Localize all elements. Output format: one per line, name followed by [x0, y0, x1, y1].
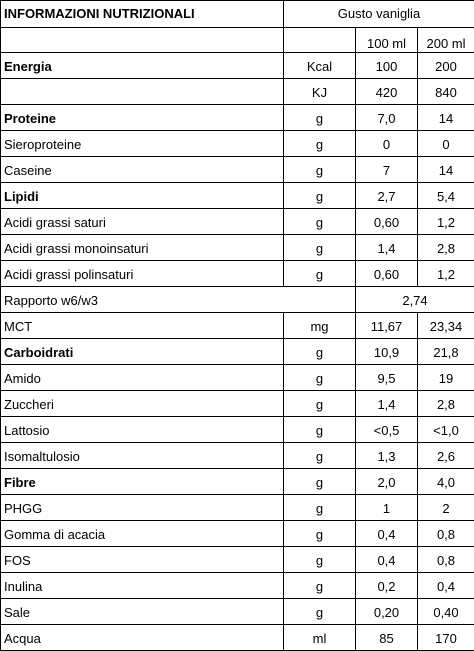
table-row	[1, 209, 474, 235]
nutrient-name: Acidi grassi polinsaturi	[1, 261, 284, 287]
subheader-unit-cell	[284, 28, 356, 53]
value-200ml: 23,34	[418, 313, 474, 339]
value-100ml: 0,4	[356, 521, 418, 547]
table-row	[1, 339, 474, 365]
nutrient-unit: g	[284, 469, 356, 495]
table-row	[1, 313, 474, 339]
col-100ml-header: 100 ml	[356, 28, 418, 53]
nutrient-name: Acqua	[1, 625, 284, 651]
nutrient-name: Lipidi	[1, 183, 284, 209]
value-200ml: 14	[418, 105, 474, 131]
table-row	[1, 391, 474, 417]
value-100ml: 0,60	[356, 209, 418, 235]
nutrient-name: Inulina	[1, 573, 284, 599]
nutrient-unit: g	[284, 131, 356, 157]
table-row	[1, 79, 474, 105]
value-100ml: 9,5	[356, 365, 418, 391]
nutrient-name	[1, 79, 284, 105]
nutrient-unit: g	[284, 391, 356, 417]
nutrient-unit: g	[284, 443, 356, 469]
value-200ml: 2,8	[418, 391, 474, 417]
ratio-value: 2,74	[356, 287, 474, 313]
nutrient-name: Sieroproteine	[1, 131, 284, 157]
table-row	[1, 235, 474, 261]
nutrient-name: Fibre	[1, 469, 284, 495]
nutrient-unit: g	[284, 417, 356, 443]
value-100ml: 0,20	[356, 599, 418, 625]
nutrient-unit: g	[284, 547, 356, 573]
value-100ml: 2,0	[356, 469, 418, 495]
value-200ml: <1,0	[418, 417, 474, 443]
table-row	[1, 547, 474, 573]
value-200ml: 1,2	[418, 209, 474, 235]
table-row	[1, 287, 474, 313]
table-row	[1, 365, 474, 391]
table-row	[1, 495, 474, 521]
nutrient-name: Energia	[1, 53, 284, 79]
table-row	[1, 521, 474, 547]
value-100ml: 0,4	[356, 547, 418, 573]
subheader-row	[1, 28, 474, 53]
nutrient-unit: g	[284, 209, 356, 235]
value-100ml: 0,60	[356, 261, 418, 287]
header-row	[1, 1, 474, 28]
value-100ml: 100	[356, 53, 418, 79]
nutrient-name: Carboidrati	[1, 339, 284, 365]
value-200ml: 170	[418, 625, 474, 651]
table-row	[1, 105, 474, 131]
value-200ml: 0,8	[418, 547, 474, 573]
nutrient-name: Amido	[1, 365, 284, 391]
value-100ml: 11,67	[356, 313, 418, 339]
value-200ml: 2,6	[418, 443, 474, 469]
value-100ml: 420	[356, 79, 418, 105]
value-100ml: 10,9	[356, 339, 418, 365]
table-row	[1, 261, 474, 287]
nutrient-name: Zuccheri	[1, 391, 284, 417]
value-200ml: 0,40	[418, 599, 474, 625]
nutrient-name: Sale	[1, 599, 284, 625]
value-200ml: 1,2	[418, 261, 474, 287]
nutrient-name: MCT	[1, 313, 284, 339]
table-title: INFORMAZIONI NUTRIZIONALI	[1, 1, 284, 28]
value-100ml: 7	[356, 157, 418, 183]
value-100ml: 1,3	[356, 443, 418, 469]
table-row	[1, 599, 474, 625]
value-100ml: 1,4	[356, 391, 418, 417]
nutrient-name: Isomaltulosio	[1, 443, 284, 469]
value-200ml: 2,8	[418, 235, 474, 261]
table-row	[1, 183, 474, 209]
table-row	[1, 131, 474, 157]
table-row	[1, 417, 474, 443]
value-200ml: 0,8	[418, 521, 474, 547]
nutrient-unit: mg	[284, 313, 356, 339]
table-row	[1, 157, 474, 183]
nutrient-unit: g	[284, 521, 356, 547]
value-100ml: <0,5	[356, 417, 418, 443]
nutrient-name: Proteine	[1, 105, 284, 131]
nutrient-unit: KJ	[284, 79, 356, 105]
nutrient-name: FOS	[1, 547, 284, 573]
nutrient-name: PHGG	[1, 495, 284, 521]
value-200ml: 4,0	[418, 469, 474, 495]
nutrient-unit: ml	[284, 625, 356, 651]
nutrient-unit: g	[284, 495, 356, 521]
table-row	[1, 469, 474, 495]
value-200ml: 200	[418, 53, 474, 79]
value-100ml: 1	[356, 495, 418, 521]
value-100ml: 7,0	[356, 105, 418, 131]
nutrient-unit: g	[284, 599, 356, 625]
nutrient-unit: g	[284, 339, 356, 365]
value-200ml: 5,4	[418, 183, 474, 209]
value-100ml: 1,4	[356, 235, 418, 261]
value-200ml: 2	[418, 495, 474, 521]
value-200ml: 19	[418, 365, 474, 391]
value-200ml: 0,4	[418, 573, 474, 599]
table-row	[1, 625, 474, 651]
nutrient-unit: g	[284, 261, 356, 287]
value-100ml: 2,7	[356, 183, 418, 209]
nutrient-name: Acidi grassi saturi	[1, 209, 284, 235]
nutrient-unit: g	[284, 105, 356, 131]
nutrient-name: Caseine	[1, 157, 284, 183]
value-200ml: 21,8	[418, 339, 474, 365]
value-100ml: 0,2	[356, 573, 418, 599]
value-200ml: 840	[418, 79, 474, 105]
table-row	[1, 53, 474, 79]
flavor-header: Gusto vaniglia	[284, 1, 474, 28]
value-200ml: 0	[418, 131, 474, 157]
col-200ml-header: 200 ml	[418, 28, 474, 53]
nutrient-unit: g	[284, 573, 356, 599]
nutrient-name: Rapporto w6/w3	[1, 287, 356, 313]
value-100ml: 85	[356, 625, 418, 651]
nutrient-name: Gomma di acacia	[1, 521, 284, 547]
nutrient-unit: Kcal	[284, 53, 356, 79]
nutrient-unit: g	[284, 157, 356, 183]
nutrient-unit: g	[284, 183, 356, 209]
nutrient-unit: g	[284, 365, 356, 391]
table-row	[1, 573, 474, 599]
nutrient-name: Lattosio	[1, 417, 284, 443]
value-100ml: 0	[356, 131, 418, 157]
value-200ml: 14	[418, 157, 474, 183]
subheader-empty-cell	[1, 28, 284, 53]
nutrient-unit: g	[284, 235, 356, 261]
nutrient-name: Acidi grassi monoinsaturi	[1, 235, 284, 261]
table-row	[1, 443, 474, 469]
